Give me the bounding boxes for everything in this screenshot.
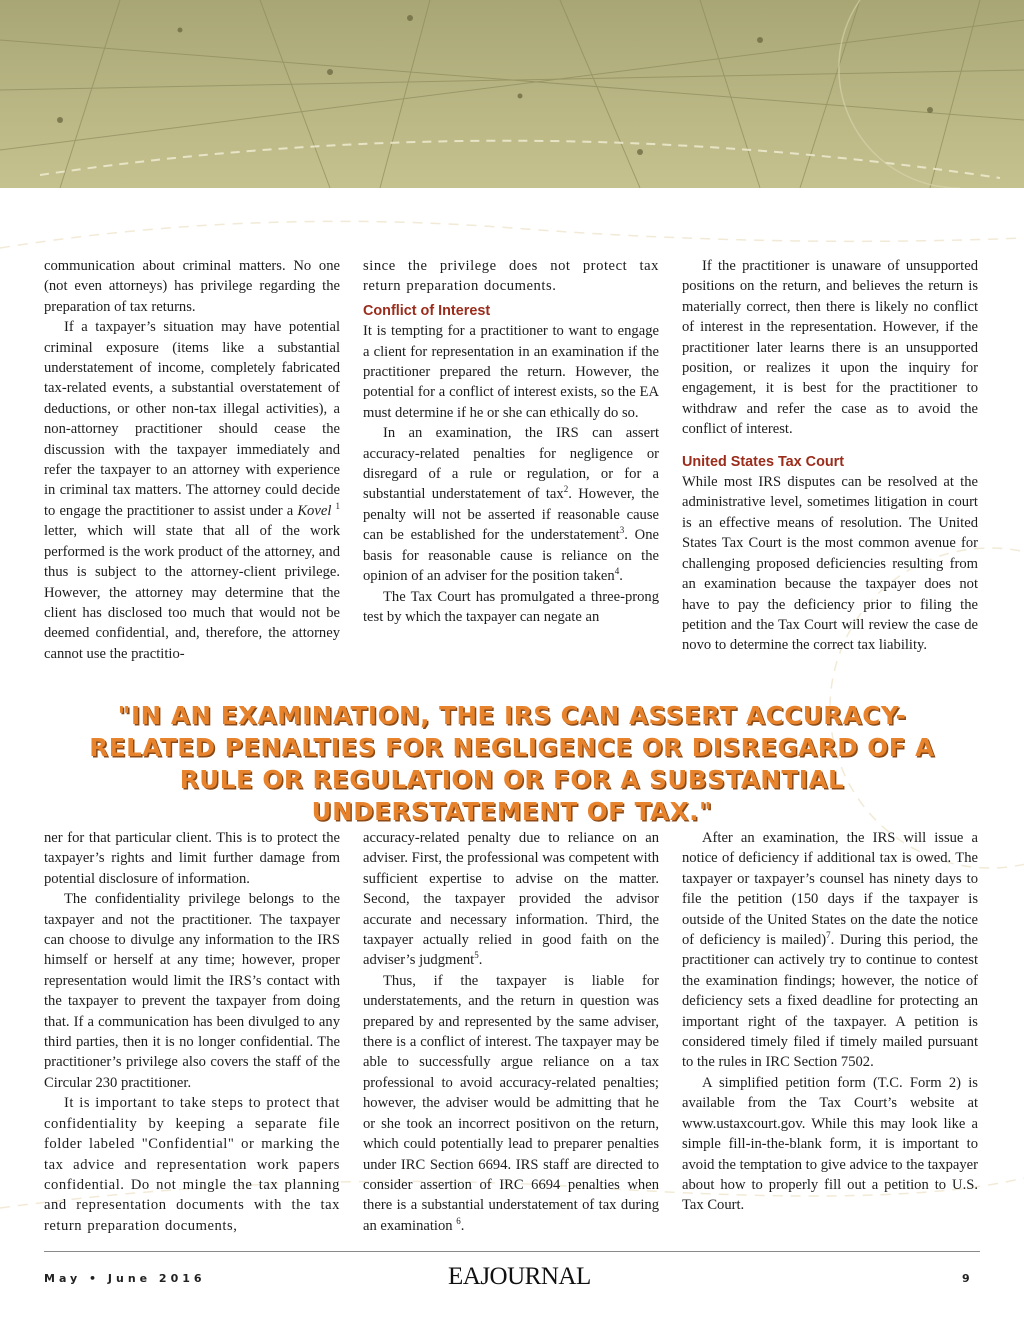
footnote-ref: 1: [335, 501, 340, 512]
paragraph: A simplified petition form (T.C. Form 2) is available from the Tax Court’s website at www.ustaxcourt.gov. While this may look like a simple fill-in-the-blank form, it is important to avoid the temptation to give advice to the taxpayer about how to properly fill out a petition to U.S. Tax Court.: [682, 1074, 978, 1214]
paragraph: It is important to take steps to protect that confidentiality by keeping a separate file folder labeled "Confidential" or marking the tax advice and representation work papers confidential. Do not mingle the tax planning and representation documents with the tax return preparation documents,: [44, 1095, 340, 1234]
pull-quote: "IN AN EXAMINATION, THE IRS CAN ASSERT ACCURACY-RELATED PENALTIES FOR NEGLIGENCE OR DISREGARD OF A RULE OR REGULATION OR FOR A SUBSTANTIAL UNDERSTATEMENT OF TAX.": [89, 701, 935, 826]
footnote-ref: 7: [826, 930, 831, 941]
column-3-bottom: [682, 828, 978, 1216]
footer-issue-date: May • June 2016: [44, 1272, 206, 1285]
paragraph: The Tax Court has promulgated a three-prong test by which the taxpayer can negate an: [363, 588, 659, 625]
paragraph: After an examination, the IRS will issue a notice of deficiency if additional tax is owed. The taxpayer or taxpayer’s counsel has ninety days to file the petition (150 days if the taxpayer is outside of the United States on the date the notice of deficiency is mailed)$^7$. During this period, the practitioner can actively try to continue to contest the examination findings; however, the notice of deficiency sets a fixed deadline for protecting an important right of the taxpayer. A petition is considered timely filed if timely mailed pursuant to the rules in IRC Section 7502.: [682, 830, 978, 1071]
paragraph: ner for that particular client. This is to protect the taxpayer’s rights and limit further damage from potential disclosure of information.: [44, 830, 340, 887]
column-1-top: [44, 256, 340, 664]
footnote-ref: 6: [456, 1215, 461, 1226]
footnote-ref: 5: [474, 950, 479, 961]
paragraph: If a taxpayer’s situation may have potential criminal exposure (items like a substantial understatement of income, completely fabricated tax-related events, a substantial overstatement of deductions, or other non-tax illegal activities), a non-attorney practitioner should cease the discussion with the taxpayer immediately and refer the taxpayer to an attorney with experience in criminal tax matters. The attorney could decide to engage the practitioner to assist under a Kovel $^1$ letter, which will state that all of the work performed is the work product of the attorney, and thus is subject to the attorney-client privilege. However, the attorney may determine that the client has disclosed too much that would not be deemed confidential, and, therefore, the attorney cannot use the practitio-: [44, 319, 340, 662]
paragraph: It is tempting for a practitioner to want to engage a client for representation in an examination if the practitioner prepared the return. However, the potential for a conflict of interest exists, so the EA must determine if he or she can ethically do so.: [363, 323, 659, 421]
header-banner: [0, 0, 1024, 188]
column-2-top: [363, 256, 659, 627]
paragraph: since the privilege does not protect tax return preparation documents.: [363, 258, 659, 295]
paragraph: If the practitioner is unaware of unsupported positions on the return, and believes the return is materially correct, then there is likely no conflict of interest in the representation. However, if the practitioner later learns there is an unsupported position, or realizes it upon the inquiry for engagement, it is best for the practitioner to withdraw and refer the case as to avoid the conflict of interest.: [682, 258, 978, 438]
paragraph: communication about criminal matters. No one (not even attorneys) has privilege regarding the preparation of tax returns.: [44, 258, 340, 315]
kovel-term: Kovel: [297, 502, 332, 519]
banner-pattern: [0, 0, 1024, 188]
footer-divider: [44, 1251, 980, 1252]
column-2-bottom: [363, 828, 659, 1236]
column-1-bottom: [44, 828, 340, 1236]
heading-conflict-of-interest: Conflict of Interest: [363, 302, 491, 319]
column-3-top: [682, 256, 978, 656]
footnote-ref: 2: [563, 484, 569, 495]
paragraph: Thus, if the taxpayer is liable for understatements, and the return in question was prepared by and represented by the same adviser, there is a conflict of interest. The taxpayer may be able to successfully argue reliance on a tax professional to avoid accuracy-related penalties; however, the adviser would be admitting that he or she took an incorrect positivon on the return, which could potentially lead to preparer penalties under IRC Section 6694. IRS staff are directed to consider assertion of IRC 6694 penalties when there is a substantial understatement of tax during an examination $^6$.: [363, 972, 659, 1234]
heading-united-states-tax-court: United States Tax Court: [682, 453, 845, 470]
paragraph: The confidentiality privilege belongs to the taxpayer and not the practitioner. The taxpayer can choose to divulge any information to the IRS himself or herself at any time; however, proper representation would limit the IRS’s contact with the taxpayer to prevent the taxpayer from doing that. If a communication has been divulged to any third parties, then it is no longer confidential. The practitioner’s privilege also covers the staff of the Circular 230 practitioner.: [44, 891, 340, 1091]
paragraph: accuracy-related penalty due to reliance on an adviser. First, the professional was competent with sufficient expertise to advise on the matter. Second, the taxpayer provided the advisor accurate and necessary information. Third, the taxpayer actually relied in good faith on the adviser’s judgment$^5$.: [363, 830, 659, 969]
page-number: 9: [962, 1272, 970, 1285]
paragraph: While most IRS disputes can be resolved at the administrative level, sometimes litigation in court is an effective means of resolution. The United States Tax Court is the most common avenue for challenging proposed deficiencies resulting from an examination because the taxpayer does not have to pay the deficiency prior to filing the petition and the Tax Court will review the case de novo to determine the correct tax liability.: [682, 474, 978, 654]
paragraph: In an examination, the IRS can assert accuracy-related penalties for negligence or disregard of a rule or regulation, or for a substantial understatement of tax$^2$. However, the penalty will not be asserted if reasonable cause can be established for the understatement$^3$. One basis for reasonable cause is reliance on the opinion of an adviser for the position taken$^4$.: [363, 425, 659, 585]
footnote-ref: 3: [619, 525, 625, 536]
ea-journal-logo: EAJOURNAL: [448, 1263, 591, 1290]
footnote-ref: 4: [614, 566, 620, 577]
